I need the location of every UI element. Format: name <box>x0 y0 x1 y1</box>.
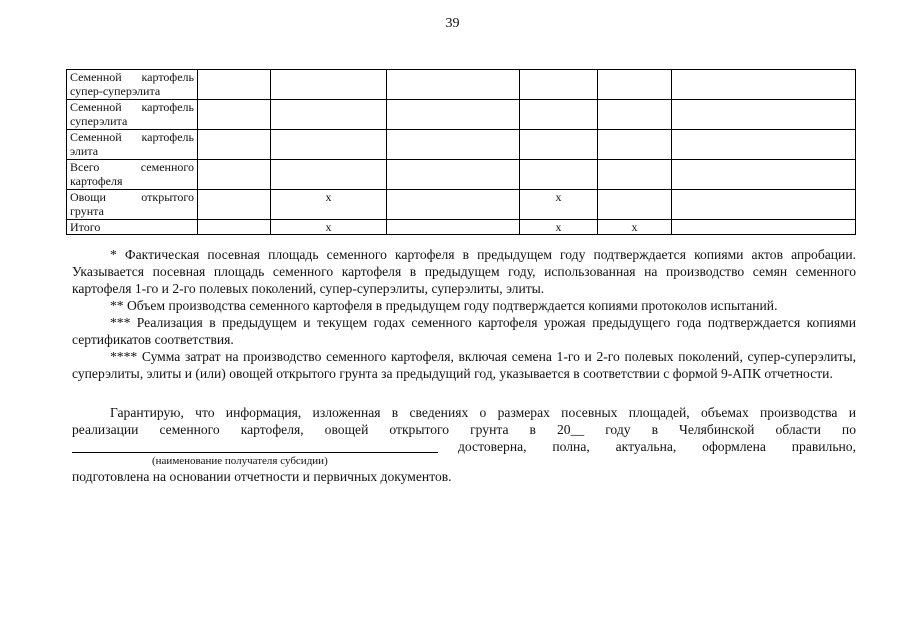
table-cell <box>198 100 271 130</box>
table-cell: x <box>520 190 598 220</box>
footnote: ** Объем производства семенного картофеля в предыдущем году подтверждается копиями протоколов испытаний. <box>110 298 778 313</box>
table-cell <box>598 160 672 190</box>
row-label-last: Итого <box>70 220 101 234</box>
row-label-last: картофеля <box>70 174 123 188</box>
table-cell <box>198 190 271 220</box>
table-row <box>67 160 856 190</box>
row-label-last: элита <box>70 144 99 158</box>
table-row <box>67 190 856 220</box>
footnotes <box>72 246 856 382</box>
table-cell <box>271 160 387 190</box>
row-label <box>67 190 198 220</box>
row-label <box>67 160 198 190</box>
table-cell <box>387 100 520 130</box>
row-label-main: Всего семенного <box>70 160 194 174</box>
guarantee-line-2: реализации семенного картофеля, овощей открытого грунта в 20__ году в Челябинской области по <box>72 422 856 437</box>
footnote: **** Сумма затрат на производство семенного картофеля, включая семена 1-го и 2-го полевых поколений, супер-суперэлиты, суперэлиты, элиты и (или) овощей открытого грунта за предыдущий год, указывается в соответствии с формой 9-АПК отчетности. <box>72 349 856 381</box>
table-cell <box>672 190 856 220</box>
table-cell <box>387 130 520 160</box>
table-cell <box>672 160 856 190</box>
guarantee-line-4: подготовлена на основании отчетности и первичных документов. <box>72 469 452 484</box>
row-label-last: суперэлита <box>70 114 128 128</box>
guarantee-line-3-text: достоверна, полна, актуальна, оформлена правильно, <box>458 439 856 454</box>
table-cell <box>387 190 520 220</box>
table-cell <box>198 130 271 160</box>
table-cell <box>598 100 672 130</box>
page-number: 39 <box>445 16 460 31</box>
row-label <box>67 100 198 130</box>
row-label-main: Семенной картофель <box>70 100 194 114</box>
guarantee-line-1: Гарантирую, что информация, изложенная в сведениях о размерах посевных площадей, объемах производства и <box>110 405 856 420</box>
row-label <box>67 220 198 235</box>
table-cell <box>672 100 856 130</box>
table-cell <box>198 160 271 190</box>
table-cell <box>672 70 856 100</box>
table-row <box>67 220 856 235</box>
table-cell <box>387 160 520 190</box>
row-label-last: грунта <box>70 204 104 218</box>
table-cell <box>198 220 271 235</box>
table-cell <box>387 220 520 235</box>
table-cell <box>520 160 598 190</box>
footnote: * Фактическая посевная площадь семенного картофеля в предыдущем году подтверждается копиями актов апробации. Указывается посевная площадь семенного картофеля в предыдущем году, использованная на производство семян семенного картофеля 1-го и 2-го полевых поколений, супер-суперэлиты, суперэлиты, элиты. <box>72 247 856 296</box>
table-cell: x <box>598 220 672 235</box>
table-cell: x <box>271 220 387 235</box>
recipient-name-caption: (наименование получателя субсидии) <box>152 455 328 467</box>
table-cell <box>598 190 672 220</box>
table-cell <box>520 70 598 100</box>
table-cell <box>672 130 856 160</box>
row-label-main: Семенной картофель <box>70 70 194 84</box>
table-row <box>67 130 856 160</box>
table-cell <box>520 130 598 160</box>
row-label-main: Семенной картофель <box>70 130 194 144</box>
table-cell <box>198 70 271 100</box>
row-label <box>67 70 198 100</box>
table-cell <box>598 130 672 160</box>
table-cell <box>598 70 672 100</box>
table-row <box>67 100 856 130</box>
row-label <box>67 130 198 160</box>
table-cell <box>672 220 856 235</box>
table-cell <box>271 130 387 160</box>
guarantee-statement <box>72 404 856 485</box>
footnote: *** Реализация в предыдущем и текущем годах семенного картофеля урожая предыдущего года подтверждается копиями сертификатов соответствия. <box>72 315 856 347</box>
guarantee-line-3 <box>72 438 856 467</box>
table-cell: x <box>520 220 598 235</box>
row-label-last: супер-суперэлита <box>70 84 161 98</box>
table-cell <box>271 100 387 130</box>
table-cell <box>387 70 520 100</box>
table-cell <box>271 70 387 100</box>
table-cell: x <box>271 190 387 220</box>
recipient-name-blank <box>72 452 438 453</box>
table-row <box>67 70 856 100</box>
table-cell <box>520 100 598 130</box>
summary-table <box>66 69 856 235</box>
row-label-main: Овощи открытого <box>70 190 194 204</box>
